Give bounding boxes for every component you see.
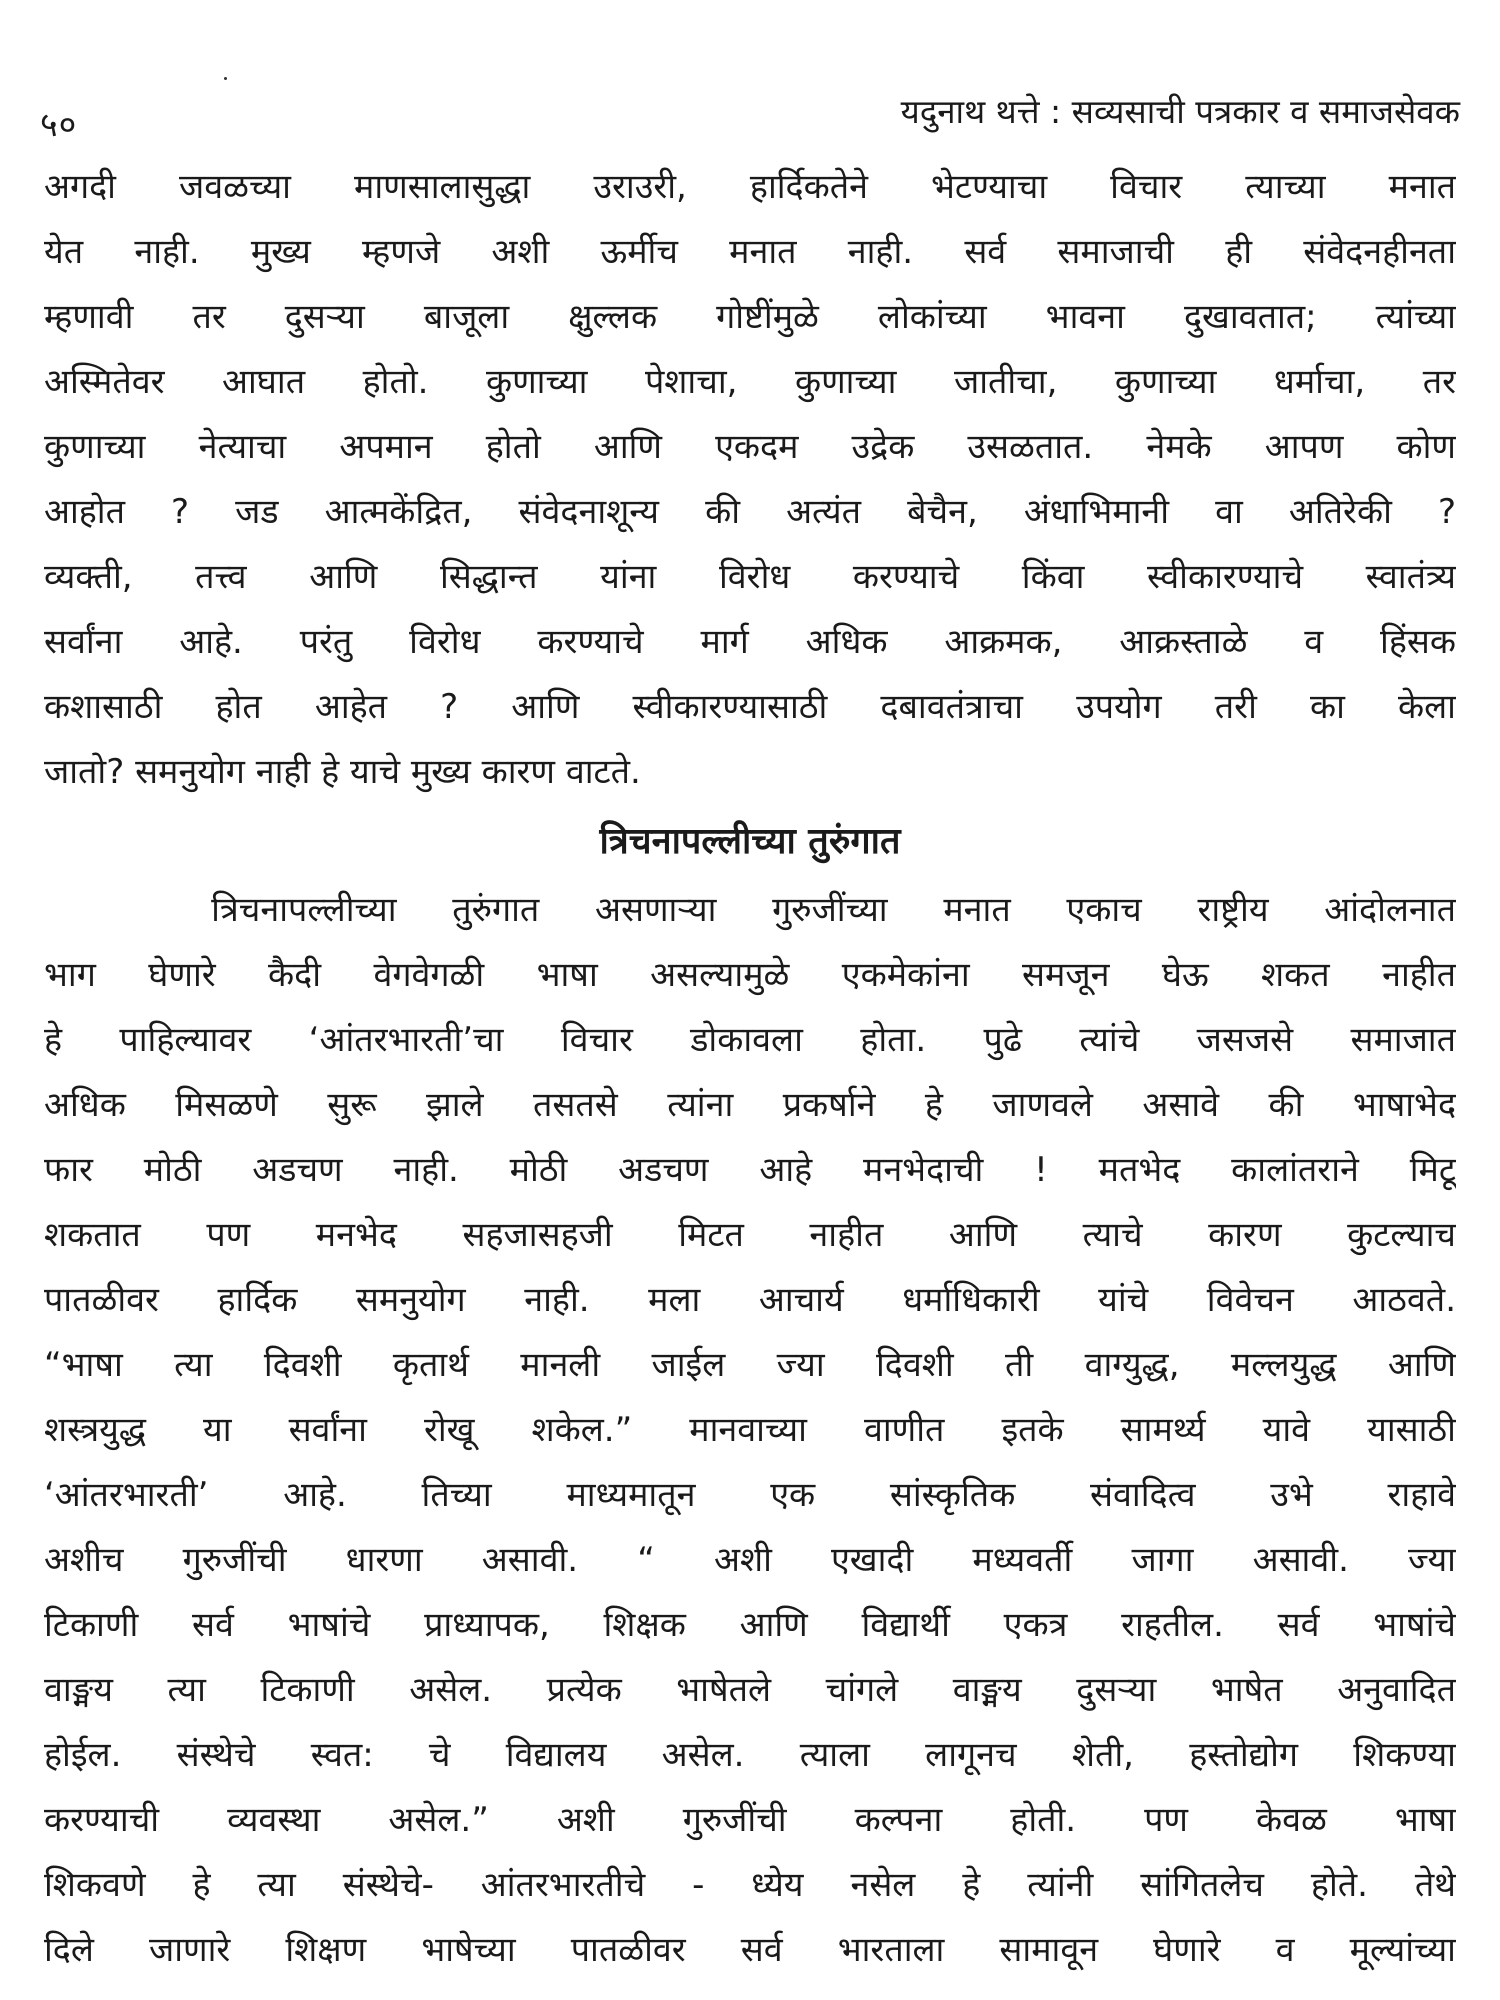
text-line: अधिक मिसळणे सुरू झाले तसतसे त्यांना प्रकर्षाने हे जाणवले असावे की भाषाभेद: [44, 1085, 1456, 1125]
text-line: आहोत ? जड आत्मकेंद्रित, संवेदनाशून्य की अत्यंत बेचैन, अंधाभिमानी वा अतिरेकी ?: [44, 492, 1456, 532]
text-line: भाग घेणारे कैदी वेगवेगळी भाषा असल्यामुळे एकमेकांना समजून घेऊ शकत नाहीत: [44, 955, 1456, 995]
text-line: अशीच गुरुजींची धारणा असावी. “ अशी एखादी मध्यवर्ती जागा असावी. ज्या: [44, 1540, 1456, 1580]
text-line: ‘आंतरभारती’ आहे. तिच्या माध्यमातून एक सांस्कृतिक संवादित्व उभे राहावे: [44, 1475, 1456, 1515]
text-line: हे पाहिल्यावर ‘आंतरभारती’चा विचार डोकावला होता. पुढे त्यांचे जसजसे समाजात: [44, 1020, 1456, 1060]
text-line: शस्त्रयुद्ध या सर्वांना रोखू शकेल.” मानवाच्या वाणीत इतके सामर्थ्य यावे यासाठी: [44, 1410, 1456, 1450]
text-line: फार मोठी अडचण नाही. मोठी अडचण आहे मनभेदाची ! मतभेद कालांतराने मिटू: [44, 1150, 1456, 1190]
section-heading: त्रिचनापल्लीच्या तुरुंगात: [599, 821, 901, 862]
text-line: शिकवणे हे त्या संस्थेचे- आंतरभारतीचे - ध्येय नसेल हे त्यांनी सांगितलेच होते. तेथे: [44, 1865, 1456, 1905]
text-line: कशासाठी होत आहेत ? आणि स्वीकारण्यासाठी दबावतंत्राचा उपयोग तरी का केला: [44, 687, 1456, 727]
page-header: [40, 88, 1460, 145]
text-line: करण्याची व्यवस्था असेल.” अशी गुरुजींची कल्पना होती. पण केवळ भाषा: [44, 1800, 1456, 1840]
text-line: टिकाणी सर्व भाषांचे प्राध्यापक, शिक्षक आणि विद्यार्थी एकत्र राहतील. सर्व भाषांचे: [44, 1605, 1456, 1645]
text-line: त्रिचनापल्लीच्या तुरुंगात असणाऱ्या गुरुजींच्या मनात एकाच राष्ट्रीय आंदोलनात: [44, 890, 1456, 930]
print-speck: [224, 77, 227, 80]
text-line: सर्वांना आहे. परंतु विरोध करण्याचे मार्ग अधिक आक्रमक, आक्रस्ताळे व हिंसक: [44, 622, 1456, 662]
text-line: वाङ्मय त्या टिकाणी असेल. प्रत्येक भाषेतले चांगले वाङ्मय दुसऱ्या भाषेत अनुवादित: [44, 1670, 1456, 1710]
text-line: अस्मितेवर आघात होतो. कुणाच्या पेशाचा, कुणाच्या जातीचा, कुणाच्या धर्माचा, तर: [44, 362, 1456, 402]
page-number: ५०: [40, 105, 78, 145]
text-line: होईल. संस्थेचे स्वत: चे विद्यालय असेल. त्याला लागूनच शेती, हस्तोद्योग शिकण्या: [44, 1735, 1456, 1775]
running-title: यदुनाथ थत्ते : सव्यसाची पत्रकार व समाजसेवक: [900, 92, 1460, 131]
text-line: अगदी जवळच्या माणसालासुद्धा उराउरी, हार्दिकतेने भेटण्याचा विचार त्याच्या मनात: [44, 167, 1456, 207]
text-line: शकतात पण मनभेद सहजासहजी मिटत नाहीत आणि त्याचे कारण कुटल्याच: [44, 1215, 1456, 1255]
text-line: दिले जाणारे शिक्षण भाषेच्या पातळीवर सर्व भारताला सामावून घेणारे व मूल्यांच्या: [44, 1930, 1456, 1970]
text-line: पातळीवर हार्दिक समनुयोग नाही. मला आचार्य धर्माधिकारी यांचे विवेचन आठवते.: [44, 1280, 1456, 1320]
text-line: व्यक्ती, तत्त्व आणि सिद्धान्त यांना विरोध करण्याचे किंवा स्वीकारण्याचे स्वातंत्र्य: [44, 557, 1456, 597]
text-line: कुणाच्या नेत्याचा अपमान होतो आणि एकदम उद्रेक उसळतात. नेमके आपण कोण: [44, 427, 1456, 467]
text-line: म्हणावी तर दुसऱ्या बाजूला क्षुल्लक गोष्टींमुळे लोकांच्या भावना दुखावतात; त्यांच्या: [44, 297, 1456, 337]
text-line: “भाषा त्या दिवशी कृतार्थ मानली जाईल ज्या दिवशी ती वाग्युद्ध, मल्लयुद्ध आणि: [44, 1345, 1456, 1385]
text-line: येत नाही. मुख्य म्हणजे अशी ऊर्मीच मनात नाही. सर्व समाजाची ही संवेदनहीनता: [44, 232, 1456, 272]
text-line: जातो? समनुयोग नाही हे याचे मुख्य कारण वाटते.: [44, 752, 641, 792]
